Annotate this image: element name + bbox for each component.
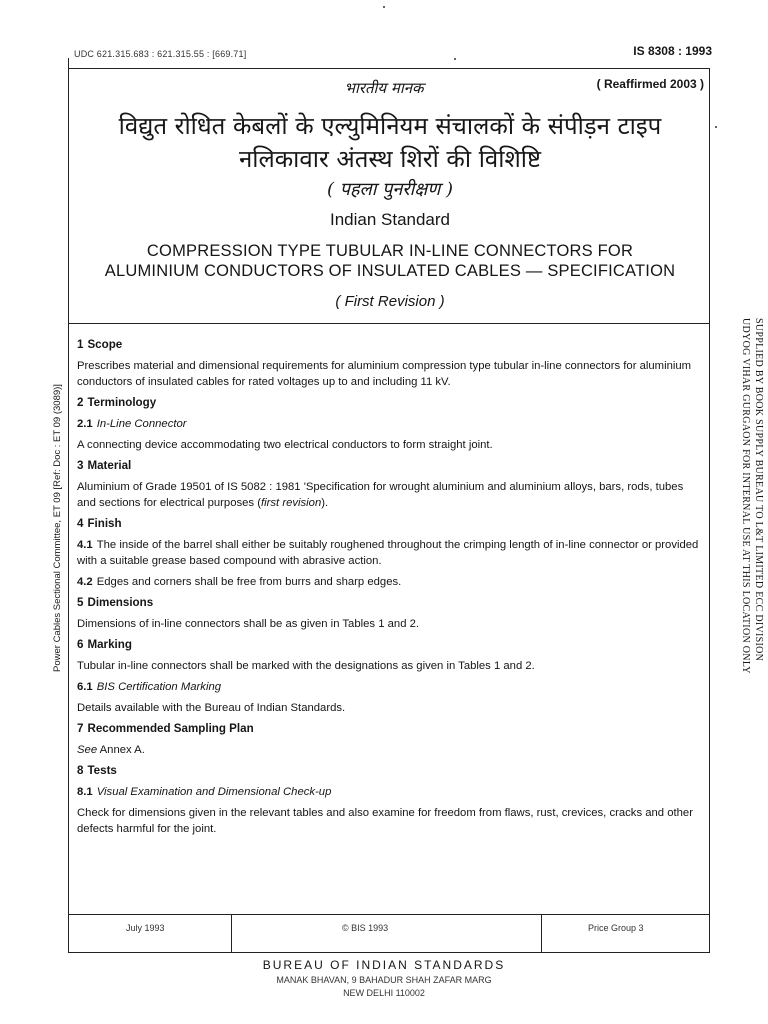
- subsection-heading: 6.1 BIS Certification Marking: [77, 681, 222, 693]
- footer-divider: [541, 915, 542, 953]
- price-group: Price Group 3: [588, 923, 644, 933]
- english-standard-label: Indian Standard: [329, 210, 451, 229]
- section-heading: 2 Terminology: [77, 396, 157, 409]
- document-body: [77, 337, 705, 837]
- section-text: Prescribes material and dimensional requirements for aluminium compression type tubular in-line connectors for aluminium conductors of insulated cables for rated voltages up to and including 11 kV.: [77, 360, 692, 388]
- section-heading: 6 Marking: [77, 638, 132, 651]
- subsection-heading: 2.1 In-Line Connector: [77, 418, 187, 430]
- footer-divider: [231, 915, 232, 953]
- committee-margin-note: Power Cables Sectional Committee, ET 09 [Ref: Doc : ET 09 (3089)]: [52, 384, 63, 672]
- section-heading: 3 Material: [77, 459, 132, 472]
- section-heading: 5 Dimensions: [77, 596, 154, 609]
- scan-speck: [715, 126, 717, 128]
- section-text: A connecting device accommodating two electrical conductors to form straight joint.: [77, 439, 493, 451]
- section-heading: 7 Recommended Sampling Plan: [77, 722, 254, 735]
- udc-code: UDC 621.315.683 : 621.315.55 : [669.71]: [74, 49, 247, 59]
- supplier-margin-note-2: UDYOG VIHAR GURGAON FOR INTERNAL USE AT THIS LOCATION ONLY: [740, 318, 751, 674]
- supplier-margin-note-1: SUPPLIED BY BOOK SUPPLY BUREAU TO L&T LIMITED ECC DIVISION: [753, 318, 764, 662]
- section-heading: 4 Finish: [77, 517, 122, 530]
- section-text: See Annex A.: [77, 744, 145, 756]
- english-revision: ( First Revision ): [335, 293, 445, 310]
- title-divider: [68, 323, 710, 324]
- reaffirmed-note: ( Reaffirmed 2003 ): [596, 77, 704, 91]
- publisher-address-line2: NEW DELHI 110002: [343, 988, 425, 998]
- scan-speck: [383, 6, 385, 8]
- hindi-title-line2: नलिकावार अंतस्थ शिरों की विशिष्टि: [238, 145, 542, 173]
- section-text: 4.2 Edges and corners shall be free from burrs and sharp edges.: [77, 576, 402, 588]
- scan-speck: [454, 58, 456, 60]
- section-text: Tubular in-line connectors shall be marked with the designations as given in Tables 1 and 2.: [77, 660, 535, 672]
- hindi-standard-label: भारतीय मानक: [344, 79, 424, 97]
- footer-strip: [68, 914, 710, 953]
- section-heading: 1 Scope: [77, 338, 123, 351]
- section-text: Details available with the Bureau of Indian Standards.: [77, 702, 346, 714]
- hindi-title-line1: विद्युत रोधित केबलों के एल्युमिनियम संचालकों के संपीड़न टाइप: [118, 112, 662, 140]
- english-title-line1: COMPRESSION TYPE TUBULAR IN-LINE CONNECTORS FOR: [146, 242, 634, 260]
- publisher-name: BUREAU OF INDIAN STANDARDS: [262, 958, 506, 972]
- issue-date: July 1993: [126, 923, 165, 933]
- section-text: Dimensions of in-line connectors shall be as given in Tables 1 and 2.: [77, 618, 420, 630]
- hindi-revision: ( पहला पुनरीक्षण ): [326, 179, 453, 200]
- english-title-line2: ALUMINIUM CONDUCTORS OF INSULATED CABLES — SPECIFICATION: [104, 262, 676, 280]
- publisher-address-line1: MANAK BHAVAN, 9 BAHADUR SHAH ZAFAR MARG: [276, 975, 492, 985]
- frame-tick: [68, 58, 69, 68]
- section-text: Check for dimensions given in the relevant tables and also examine for freedom from flaws, rust, crevices, cracks and other defects harmful for the joint.: [77, 807, 693, 835]
- section-heading: 8 Tests: [77, 764, 117, 777]
- copyright: © BIS 1993: [342, 923, 389, 933]
- section-text: Aluminium of Grade 19501 of IS 5082 : 1981 'Specification for wrought aluminium and aluminium alloys, bars, rods, tubes and sections for electrical purposes (first revision).: [77, 481, 684, 509]
- is-number: IS 8308 : 1993: [633, 44, 712, 58]
- section-text: 4.1 The inside of the barrel shall either be suitably roughened throughout the crimping length of in-line connector or provided with a suitable grease based compound with abrasive action.: [77, 539, 699, 567]
- subsection-heading: 8.1 Visual Examination and Dimensional Check-up: [77, 786, 332, 798]
